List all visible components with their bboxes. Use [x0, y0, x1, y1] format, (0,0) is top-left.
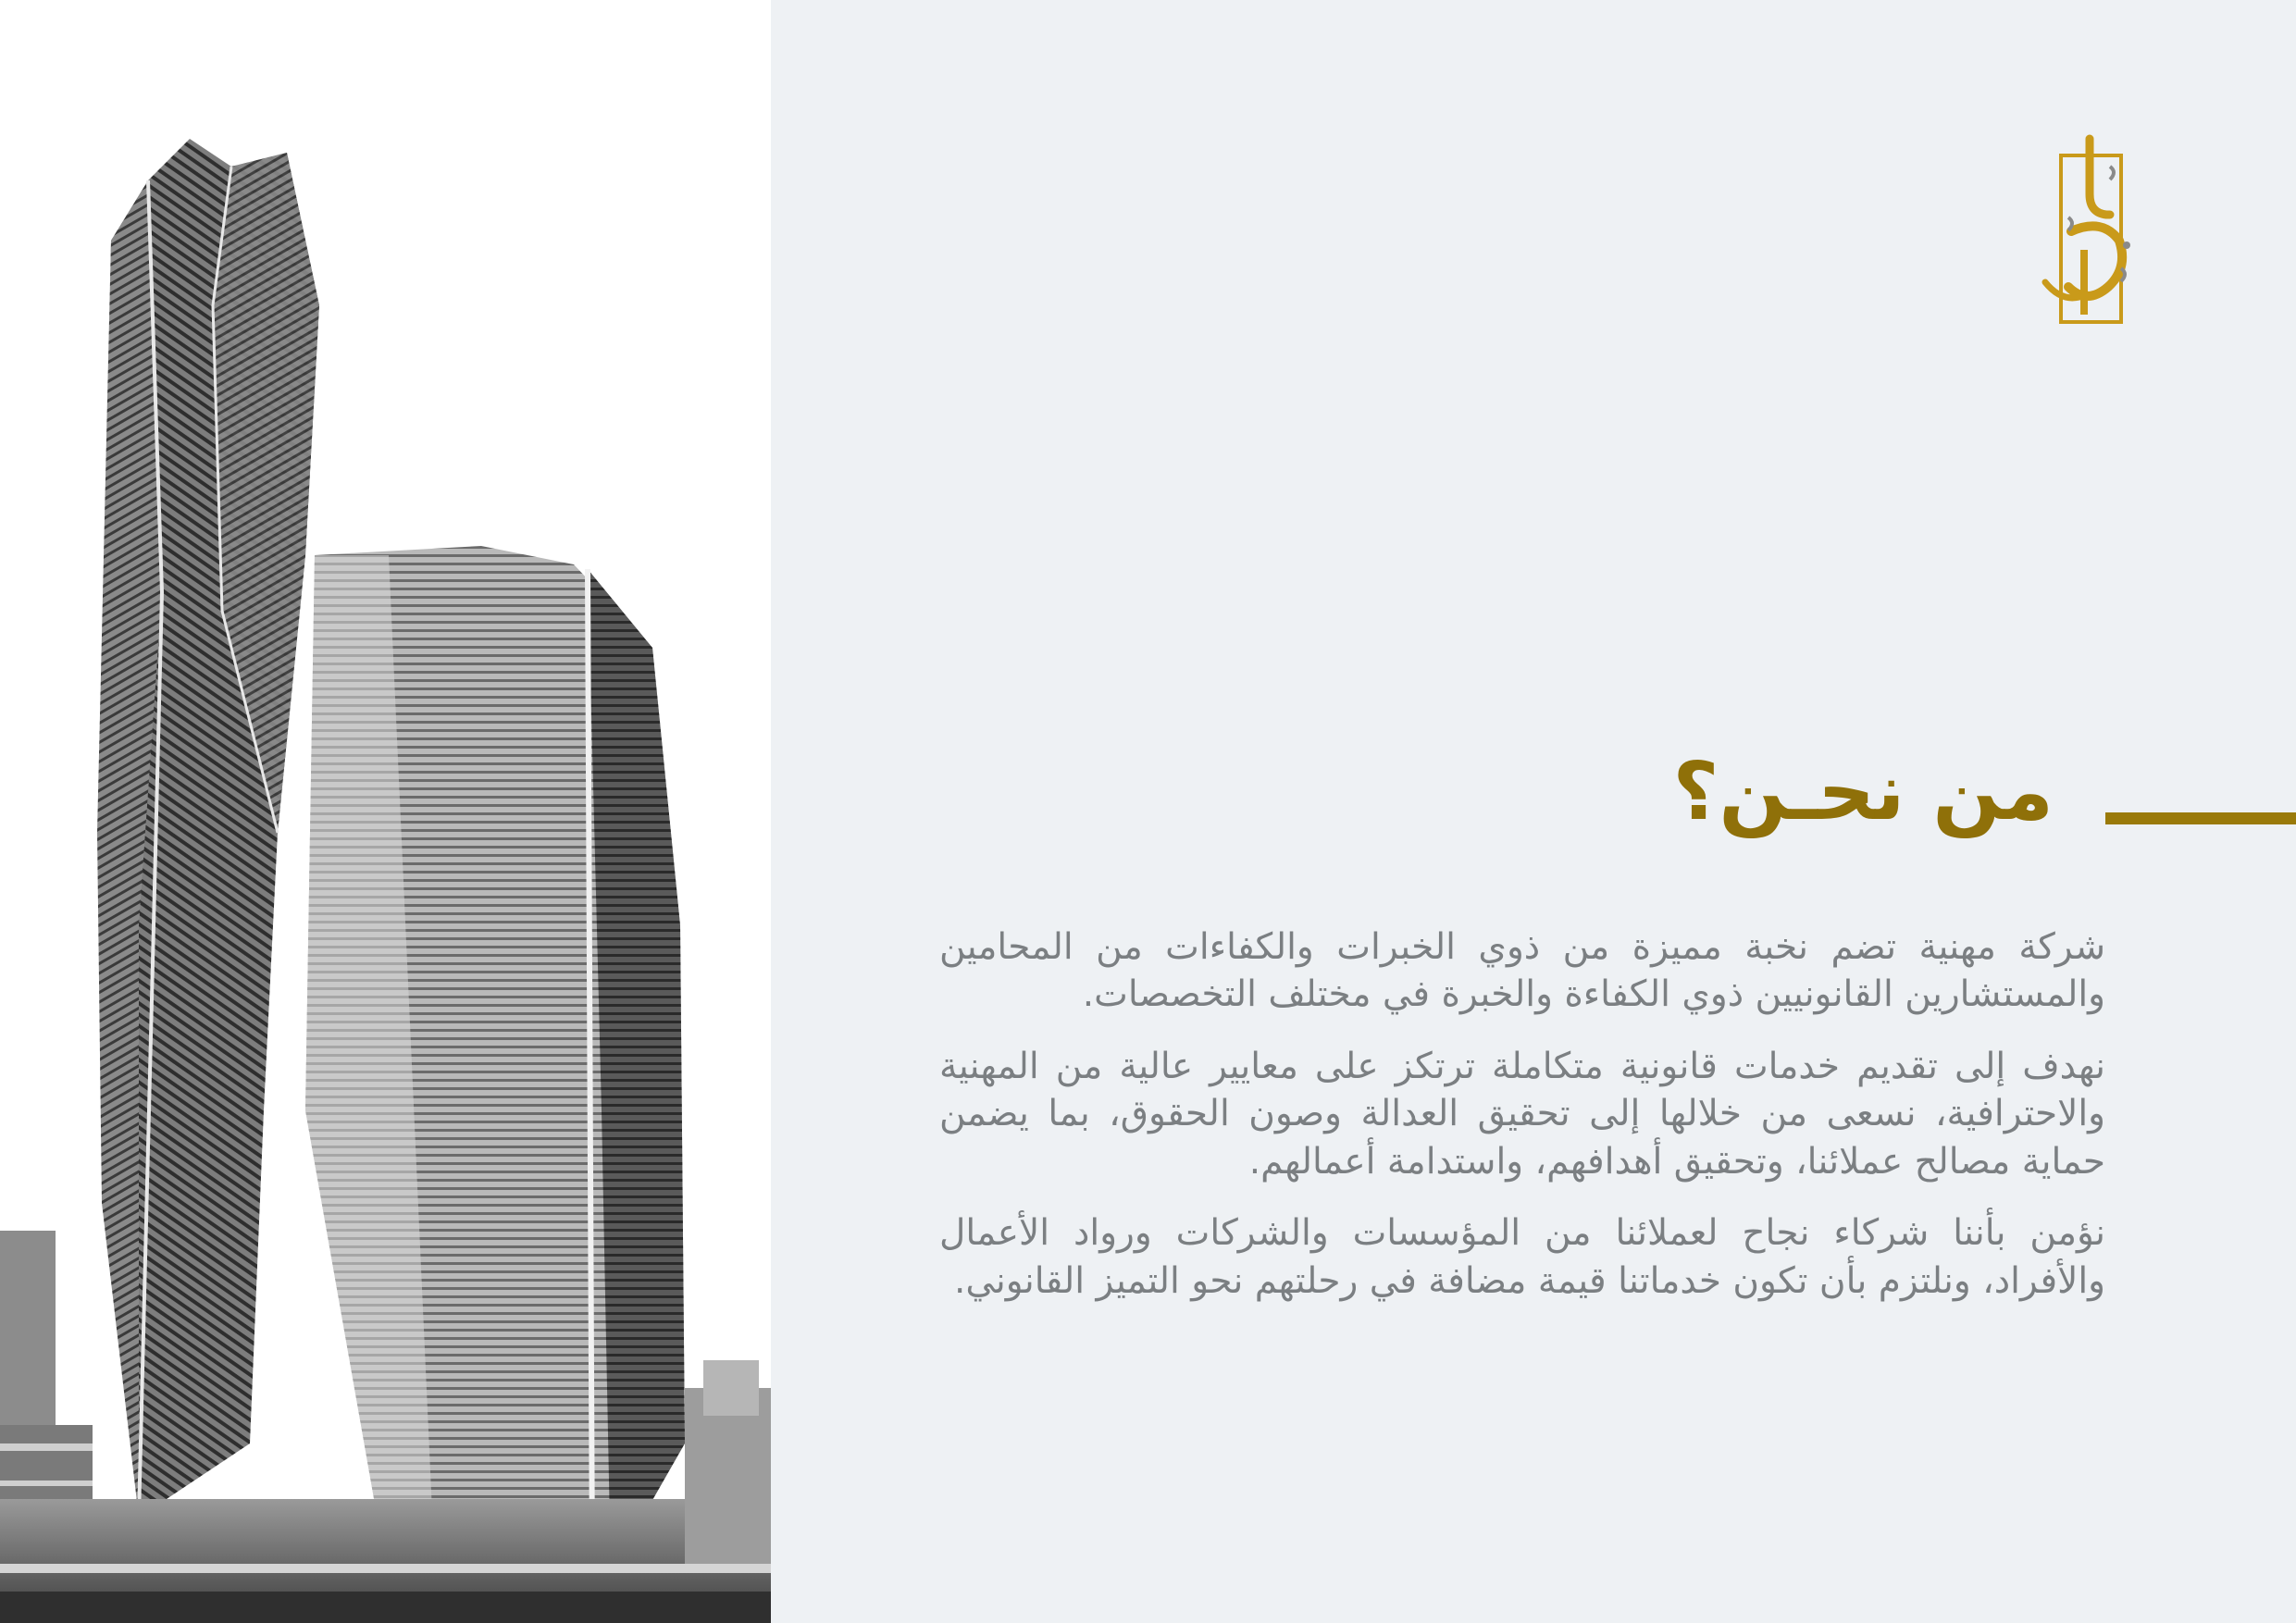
paragraph-intro: شركة مهنية تضم نخبة مميزة من ذوي الخبرات والكفاءات من المحامين والمستشارين القانونيين ذوي الكفاءة والخبرة في مختلف التخصصات.: [939, 926, 2105, 1016]
hero-building-photo: [0, 0, 771, 1623]
paragraph-belief: نؤمن بأننا شركاء نجاح لعملائنا من المؤسسات والشركات ورواد الأعمال والأفراد، ونلتزم بأن تكون خدماتنا قيمة مضافة في رحلتهم نحو التميز القانوني.: [939, 1212, 2105, 1302]
calligraphy-logo-icon: [2017, 130, 2166, 333]
skyscraper-photo-icon: [0, 0, 771, 1623]
paragraph-goal: نهدف إلى تقديم خدمات قانونية متكاملة ترتكز على معايير عالية من المهنية والاحترافية، نسعى من خلالها إلى تحقيق العدالة وصون الحقوق، بما يضمن حماية مصالح عملائنا، وتحقيق أهدافهم، واستدامة أعمالهم.: [939, 1045, 2105, 1183]
about-body: [939, 923, 2105, 1329]
title-accent-rule: [2105, 812, 2296, 824]
page-title: من نحـن؟: [1672, 746, 2054, 838]
company-logo: [2017, 130, 2166, 333]
